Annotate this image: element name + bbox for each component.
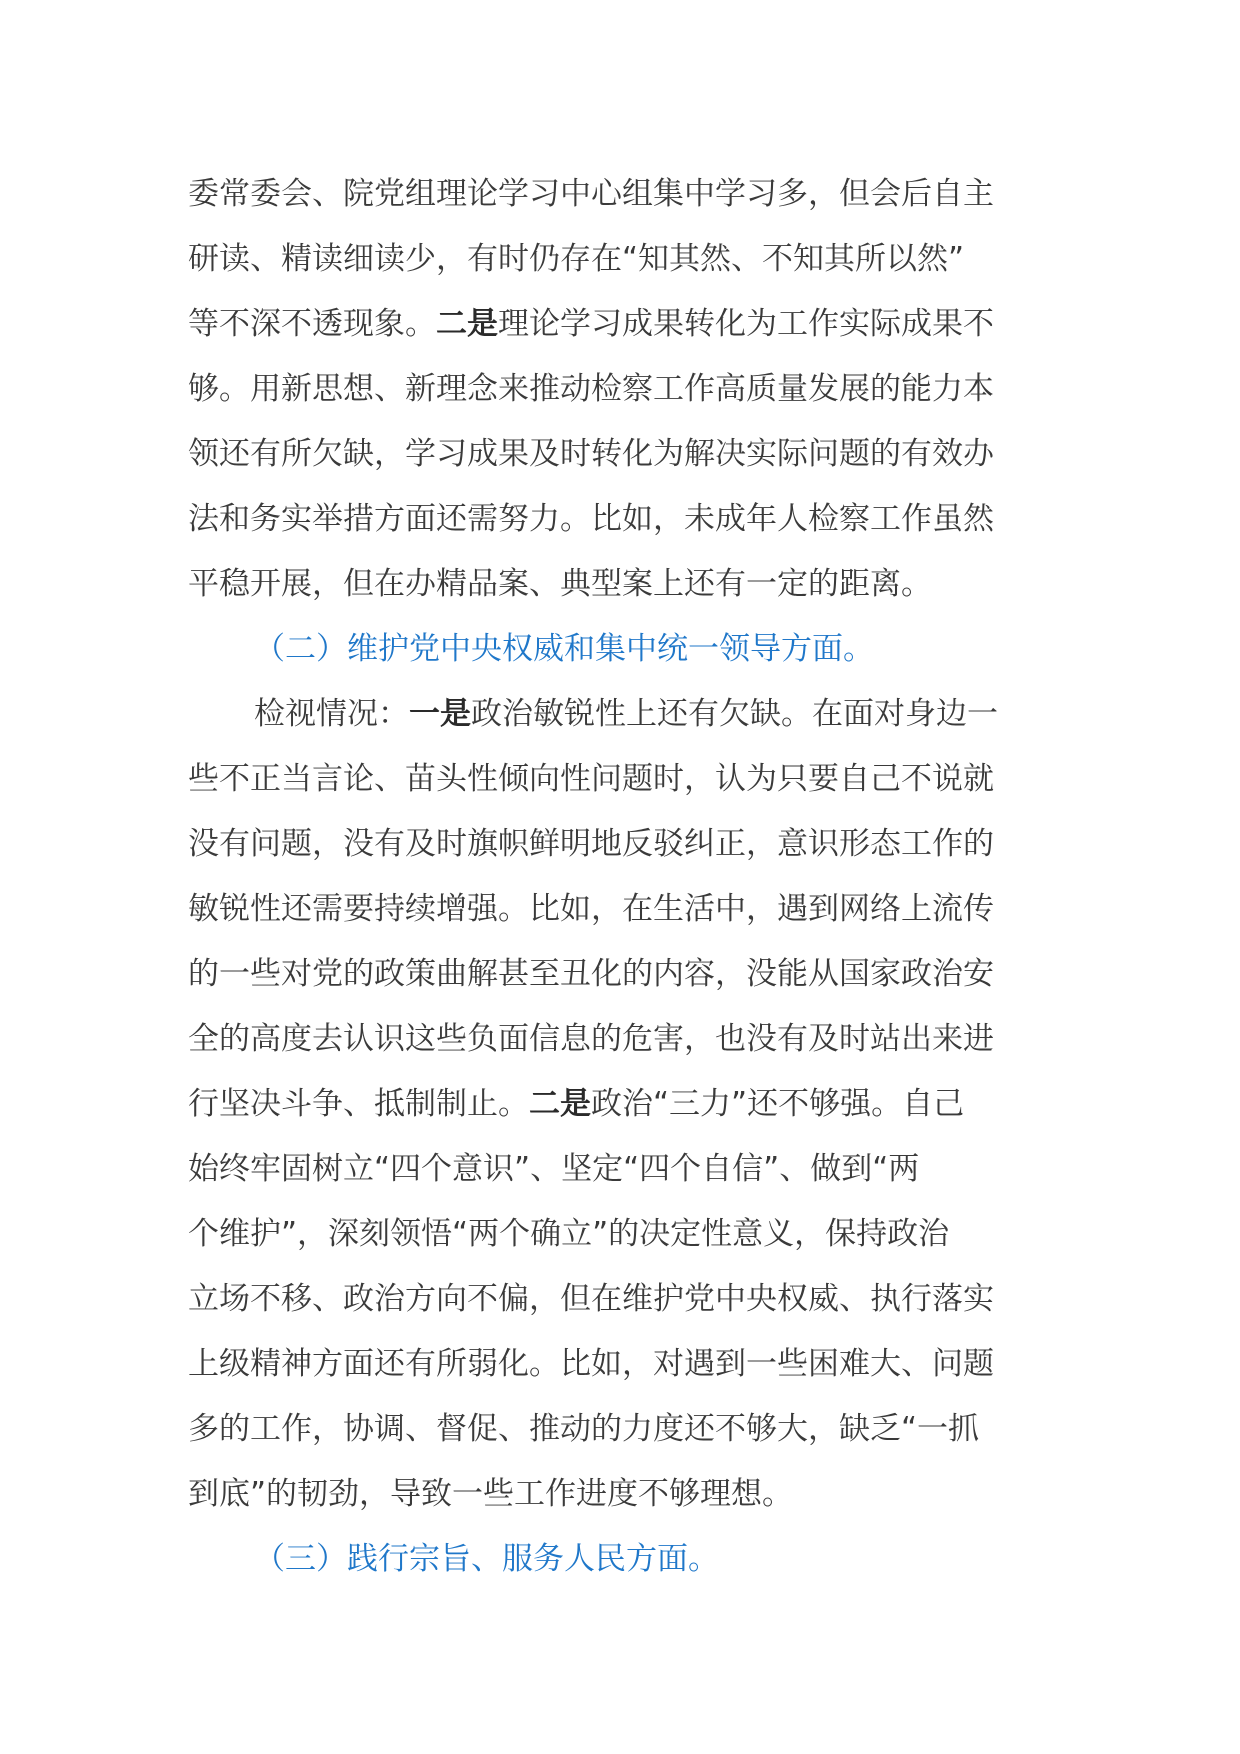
text-segment: 行坚决斗争、抵制制止。 [188, 1086, 529, 1122]
text-line [188, 682, 1038, 747]
text-line [188, 162, 1038, 227]
text-line [188, 292, 1038, 357]
text-segment: 够。用新思想、新理念来推动检察工作高质量发展的能力本 [188, 371, 994, 407]
text-segment: 的一些对党的政策曲解甚至丑化的内容，没能从国家政治安 [188, 956, 994, 992]
document-body [188, 162, 1038, 1592]
text-segment: 到底”的韧劲，导致一些工作进度不够理想。 [188, 1476, 794, 1512]
text-segment: 没有问题，没有及时旗帜鲜明地反驳纠正，意识形态工作的 [188, 826, 994, 862]
text-segment: 检视情况： [254, 696, 409, 732]
text-segment: 些不正当言论、苗头性倾向性问题时，认为只要自己不说就 [188, 761, 994, 797]
bold-keyword: 二是 [436, 306, 498, 342]
text-segment: 上级精神方面还有所弱化。比如，对遇到一些困难大、问题 [188, 1346, 994, 1382]
text-segment: 平稳开展，但在办精品案、典型案上还有一定的距离。 [188, 566, 932, 602]
text-line [188, 357, 1038, 422]
text-segment: 敏锐性还需要持续增强。比如，在生活中，遇到网络上流传 [188, 891, 994, 927]
text-segment: 多的工作，协调、督促、推动的力度还不够大，缺乏“一抓 [188, 1411, 980, 1447]
text-line [188, 1072, 1038, 1137]
text-line [188, 812, 1038, 877]
bold-keyword: 一是 [409, 696, 471, 732]
text-segment: 法和务实举措方面还需努力。比如，未成年人检察工作虽然 [188, 501, 994, 537]
text-segment: 领还有所欠缺，学习成果及时转化为解决实际问题的有效办 [188, 436, 994, 472]
section-heading [188, 617, 1038, 682]
text-segment: 研读、精读细读少，有时仍存在“知其然、不知其所以然” [188, 241, 965, 277]
text-line [188, 227, 1038, 292]
text-segment: （二）维护党中央权威和集中统一领导方面。 [254, 631, 874, 667]
text-line [188, 422, 1038, 487]
text-line [188, 1332, 1038, 1397]
text-segment: 等不深不透现象。 [188, 306, 436, 342]
text-line [188, 877, 1038, 942]
text-line [188, 1202, 1038, 1267]
text-line [188, 1462, 1038, 1527]
text-line [188, 1397, 1038, 1462]
text-line [188, 747, 1038, 812]
text-line [188, 1137, 1038, 1202]
text-segment: 委常委会、院党组理论学习中心组集中学习多，但会后自主 [188, 176, 994, 212]
text-segment: 全的高度去认识这些负面信息的危害，也没有及时站出来进 [188, 1021, 994, 1057]
text-segment: 始终牢固树立“四个意识”、坚定“四个自信”、做到“两 [188, 1151, 920, 1187]
text-segment: 立场不移、政治方向不偏，但在维护党中央权威、执行落实 [188, 1281, 994, 1317]
text-line [188, 487, 1038, 552]
text-line [188, 1007, 1038, 1072]
text-line [188, 552, 1038, 617]
text-segment: 政治敏锐性上还有欠缺。在面对身边一 [471, 696, 998, 732]
text-line [188, 1267, 1038, 1332]
text-segment: 个维护”，深刻领悟“两个确立”的决定性意义，保持政治 [188, 1216, 950, 1252]
text-segment: 理论学习成果转化为工作实际成果不 [498, 306, 994, 342]
text-line [188, 942, 1038, 1007]
text-segment: （三）践行宗旨、服务人民方面。 [254, 1541, 719, 1577]
text-segment: 政治“三力”还不够强。自己 [591, 1086, 965, 1122]
section-heading [188, 1527, 1038, 1592]
bold-keyword: 二是 [529, 1086, 591, 1122]
